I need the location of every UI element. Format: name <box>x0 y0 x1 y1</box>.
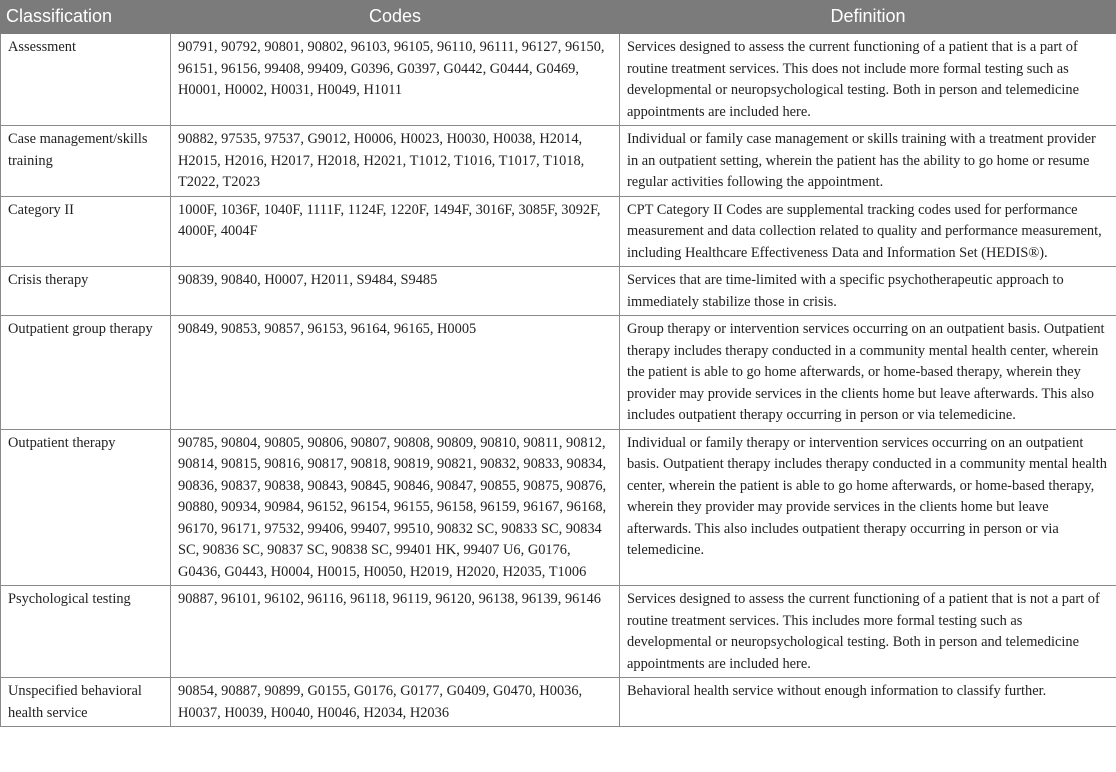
header-definition: Definition <box>620 1 1116 34</box>
codes-cell: 90849, 90853, 90857, 96153, 96164, 96165, H0005 <box>171 316 620 430</box>
codes-cell: 90887, 96101, 96102, 96116, 96118, 96119, 96120, 96138, 96139, 96146 <box>171 586 620 678</box>
table-row <box>1 586 1116 678</box>
codes-cell: 1000F, 1036F, 1040F, 1111F, 1124F, 1220F, 1494F, 3016F, 3085F, 3092F, 4000F, 4004F <box>171 196 620 267</box>
codes-cell: 90839, 90840, H0007, H2011, S9484, S9485 <box>171 267 620 316</box>
definition-cell: Services that are time-limited with a specific psychotherapeutic approach to immediately stabilize those in crisis. <box>620 267 1116 316</box>
definition-cell: CPT Category II Codes are supplemental tracking codes used for performance measurement and data collection related to quality and performance measurement, including Healthcare Effectiveness Data and Information Set (HEDIS®). <box>620 196 1116 267</box>
classification-cell: Crisis therapy <box>1 267 171 316</box>
definition-cell: Behavioral health service without enough information to classify further. <box>620 678 1116 727</box>
definition-cell: Group therapy or intervention services occurring on an outpatient basis. Outpatient therapy includes therapy conducted in a community mental health center, wherein the patient is able to go home afterwards, or home-based therapy, wherein they provider may provide services in the clients home but leave afterwards. This also includes outpatient therapy occurring in person or via telemedicine. <box>620 316 1116 430</box>
definition-cell: Individual or family therapy or intervention services occurring on an outpatient basis. Outpatient therapy includes therapy conducted in a community mental health center, wherein the patient is able to go home afterwards, or home-based therapy, wherein they provider may provide services in the clients home but leave afterwards. This also includes outpatient therapy occurring in person or via telemedicine. <box>620 429 1116 586</box>
codes-cell: 90854, 90887, 90899, G0155, G0176, G0177, G0409, G0470, H0036, H0037, H0039, H0040, H0046, H2034, H2036 <box>171 678 620 727</box>
header-row <box>1 1 1116 34</box>
definition-cell: Services designed to assess the current functioning of a patient that is a part of routine treatment services. This does not include more formal testing such as developmental or neuropsychological testing. Both in person and telemedicine appointments are included here. <box>620 34 1116 126</box>
classification-cell: Unspecified behavioral health service <box>1 678 171 727</box>
codes-cell: 90785, 90804, 90805, 90806, 90807, 90808, 90809, 90810, 90811, 90812, 90814, 90815, 90816, 90817, 90818, 90819, 90821, 90832, 90833, 90834, 90836, 90837, 90838, 90843, 90845, 90846, 90847, 90855, 90875, 90876, 90880, 90934, 90984, 96152, 96154, 96155, 96158, 96159, 96167, 96168, 96170, 96171, 97532, 99406, 99407, 99510, 90832 SC, 90833 SC, 90834 SC, 90836 SC, 90837 SC, 90838 SC, 99401 HK, 99407 U6, G0176, G0436, G0443, H0004, H0015, H0050, H2019, H2020, H2035, T1006 <box>171 429 620 586</box>
codes-cell: 90791, 90792, 90801, 90802, 96103, 96105, 96110, 96111, 96127, 96150, 96151, 96156, 99408, 99409, G0396, G0397, G0442, G0444, G0469, H0001, H0002, H0031, H0049, H1011 <box>171 34 620 126</box>
codes-cell: 90882, 97535, 97537, G9012, H0006, H0023, H0030, H0038, H2014, H2015, H2016, H2017, H2018, H2021, T1012, T1016, T1017, T1018, T2022, T2023 <box>171 126 620 197</box>
table-row <box>1 316 1116 430</box>
header-classification: Classification <box>1 1 171 34</box>
classification-cell: Assessment <box>1 34 171 126</box>
header-codes: Codes <box>171 1 620 34</box>
classification-cell: Case management/skills training <box>1 126 171 197</box>
classification-cell: Psychological testing <box>1 586 171 678</box>
table-row <box>1 429 1116 586</box>
definition-cell: Individual or family case management or skills training with a treatment provider in an outpatient setting, wherein the patient has the ability to go home or resume regular activities following the appointment. <box>620 126 1116 197</box>
table-row <box>1 126 1116 197</box>
table-row <box>1 34 1116 126</box>
definition-cell: Services designed to assess the current functioning of a patient that is not a part of routine treatment services. This includes more formal testing such as developmental or neuropsychological testing. Both in person and telemedicine appointments are included here. <box>620 586 1116 678</box>
classification-cell: Outpatient group therapy <box>1 316 171 430</box>
table-row <box>1 267 1116 316</box>
table-row <box>1 678 1116 727</box>
classification-cell: Category II <box>1 196 171 267</box>
table-row <box>1 196 1116 267</box>
classification-cell: Outpatient therapy <box>1 429 171 586</box>
